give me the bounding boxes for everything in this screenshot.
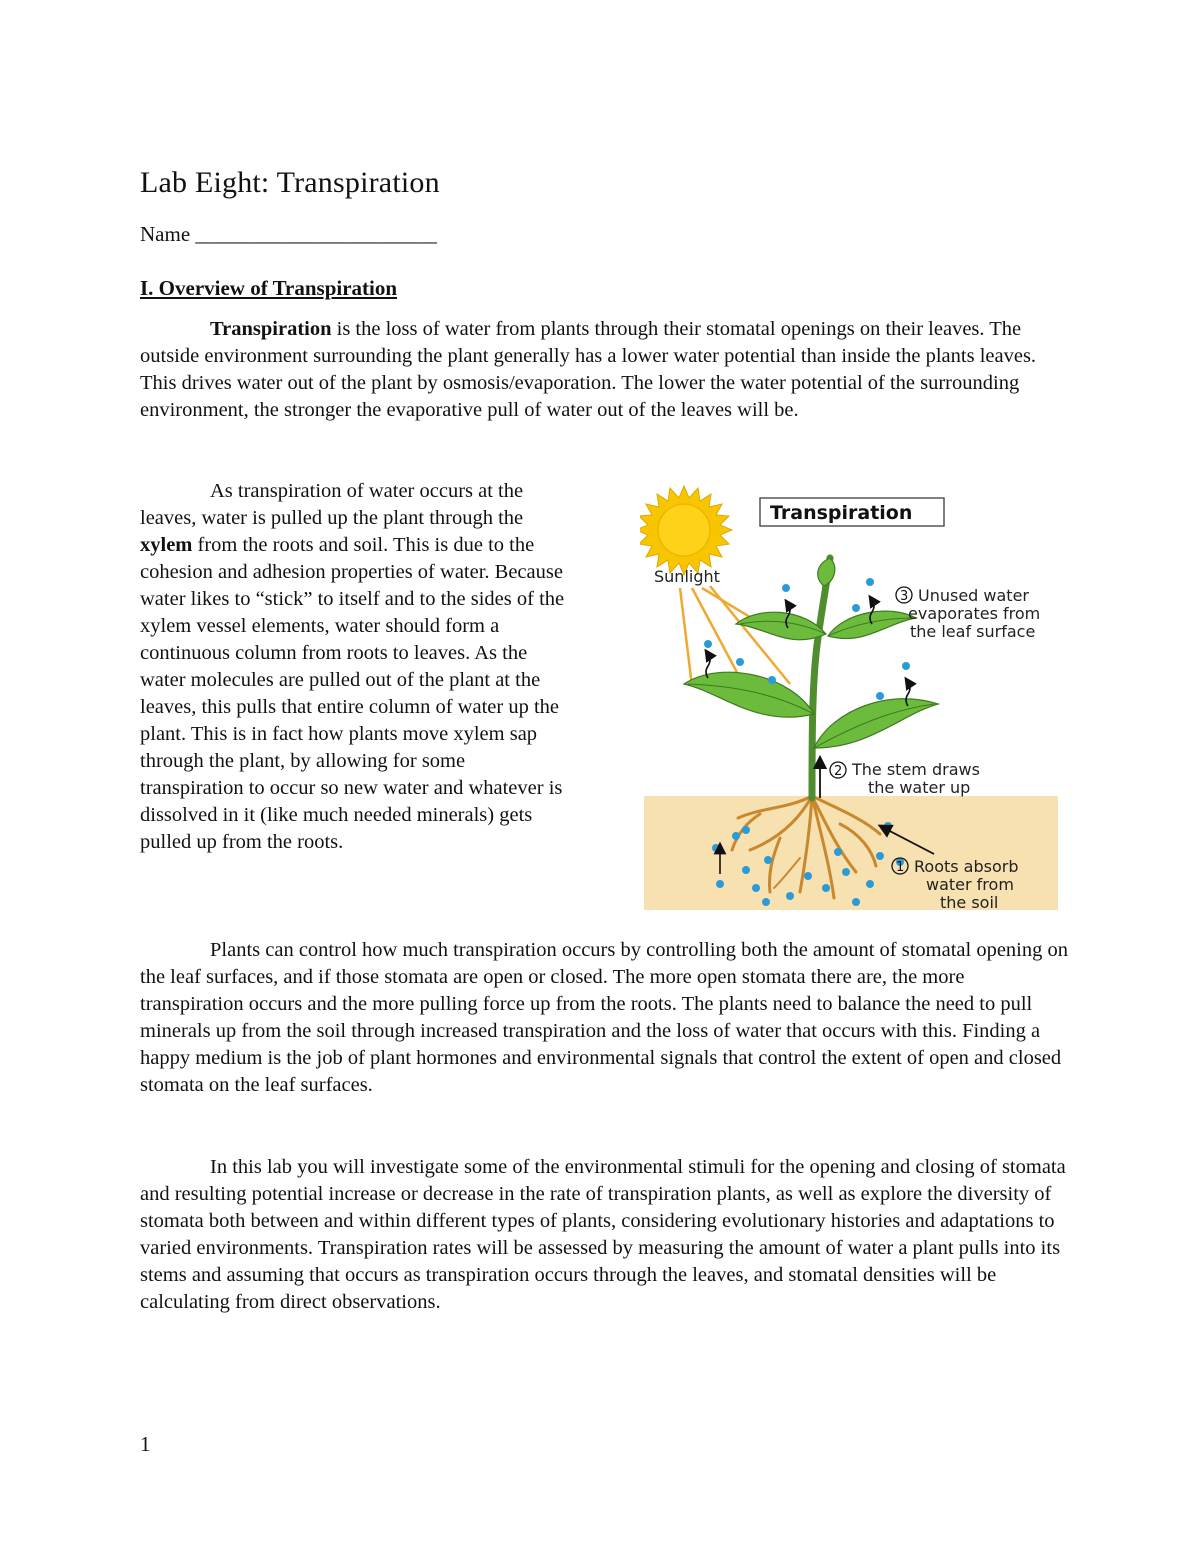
transpiration-diagram — [640, 478, 1060, 914]
step2-number: 2 — [834, 764, 843, 779]
name-label: Name — [140, 222, 196, 246]
step2-line2: the water up — [868, 778, 971, 797]
step3-line2: evaporates from — [908, 604, 1041, 623]
document-title: Lab Eight: Transpiration — [140, 166, 440, 199]
paragraph3-text: Plants can control how much transpiration occurs by controlling both the amount of stomatal opening on the leaf surfaces, and if those stomata are open or closed. The more open stomata there are, the more transpiration occurs and the more pulling force up from the roots. The plants need to balance the need to pull minerals up from the soil through increased transpiration and the loss of water that occurs with this. Finding a happy medium is the job of plant hormones and environmental signals that control the extent of open and closed stomata on the leaf surfaces. — [140, 939, 1068, 1096]
step2-line1: The stem draws — [852, 760, 980, 779]
name-field — [140, 222, 437, 247]
step1-line1: Roots absorb — [914, 857, 1019, 876]
plant-stem — [812, 558, 830, 798]
paragraph4-text: In this lab you will investigate some of the environmental stimuli for the opening and closing of stomata and resulting potential increase or decrease in the rate of transpiration plants, as well as explore the diversity of stomata both between and within different types of plants, considering evolutionary histories and adaptations to varied environments. Transpiration rates will be assessed by measuring the amount of water a plant pulls into its stems and assuming that occurs as transpiration occurs through the leaves, and stomatal densities will be calculating from direct observations. — [140, 1156, 1066, 1313]
page-number: 1 — [140, 1432, 151, 1456]
name-blank: _______________________ — [195, 222, 437, 246]
sunlight-label: Sunlight — [654, 567, 720, 586]
term-xylem: xylem — [140, 534, 193, 556]
step1-line2: water from — [926, 875, 1014, 894]
paragraph2-text-before: As transpiration of water occurs at the leaves, water is pulled up the plant through the — [140, 480, 524, 529]
section-heading: I. Overview of Transpiration — [140, 276, 398, 300]
figure-title: Transpiration — [770, 502, 913, 524]
step3-line3: the leaf surface — [910, 622, 1036, 641]
paragraph-lab-overview — [140, 1154, 1070, 1316]
term-transpiration: Transpiration — [210, 318, 332, 340]
step3-line1: Unused water — [918, 586, 1029, 605]
step1-number: 1 — [896, 860, 905, 875]
paragraph-transpiration-definition — [140, 316, 1070, 424]
paragraph-xylem — [140, 478, 570, 856]
step3-number: 3 — [900, 589, 909, 604]
paragraph2-text-after: from the roots and soil. This is due to the cohesion and adhesion properties of water. Because water likes to “stick” to itself and to the sides of the xylem vessel elements, water should form a continuous column from roots to leaves. As the water molecules are pulled out of the plant at the leaves, this pulls that entire column of water up the plant. This is in fact how plants move xylem sap through the plant, by allowing for some transpiration to occur so new water and whatever is dissolved in it (like much needed minerals) gets pulled up from the roots. — [140, 534, 565, 853]
paragraph1-text: is the loss of water from plants through their stomatal openings on their leaves. The outside environment surrounding the plant generally has a lower water potential than inside the plants leaves. This drives water out of the plant by osmosis/evaporation. The lower the water potential of the surrounding environment, the stronger the evaporative pull of water out of the leaves will be. — [140, 318, 1037, 421]
sun-rays — [680, 586, 790, 686]
paragraph-stomata-control — [140, 937, 1070, 1099]
step1-line3: the soil — [940, 893, 999, 912]
sun-icon — [640, 486, 732, 575]
